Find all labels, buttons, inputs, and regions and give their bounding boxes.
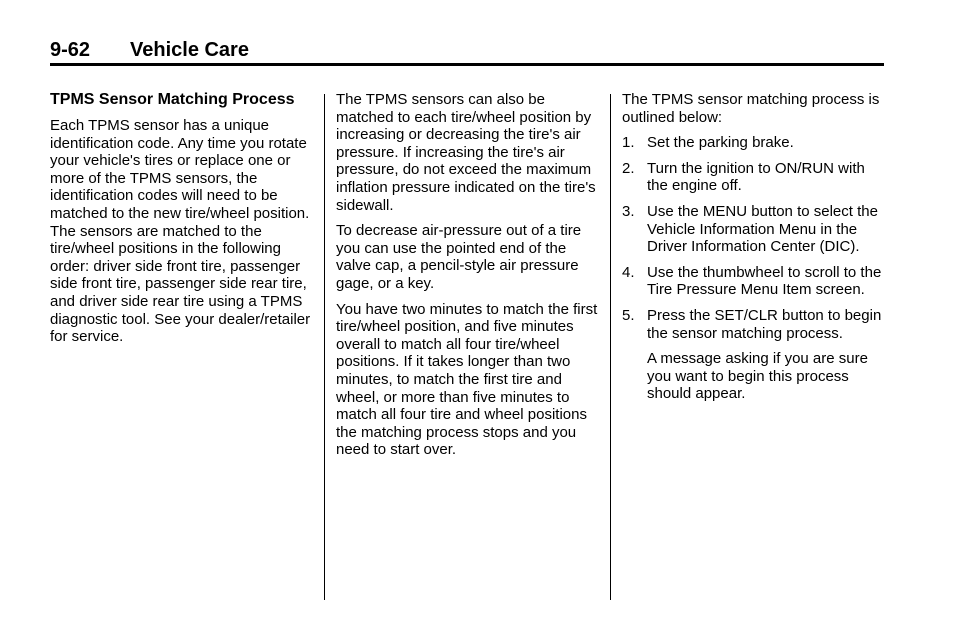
list-item xyxy=(622,264,888,299)
step-text: Press the SET/CLR button to begin the sensor matching process. xyxy=(647,306,882,342)
section-title: Vehicle Care xyxy=(130,39,249,61)
page-header xyxy=(50,38,884,62)
column-3 xyxy=(622,91,888,411)
step-number: 1. xyxy=(622,134,635,152)
column-divider-2 xyxy=(610,94,611,600)
list-item xyxy=(622,160,888,195)
header-rule xyxy=(50,63,884,66)
list-intro: The TPMS sensor matching process is outlined below: xyxy=(622,91,880,126)
column-divider-1 xyxy=(324,94,325,600)
column-1 xyxy=(50,91,312,354)
paragraph: To decrease air-pressure out of a tire you can use the pointed end of the valve cap, a pencil-style air pressure gage, or a key. xyxy=(336,222,582,292)
section-heading: TPMS Sensor Matching Process xyxy=(50,91,295,108)
step-text: Use the MENU button to select the Vehicle Information Menu in the Driver Information Center (DIC). xyxy=(647,202,878,256)
step-number: 2. xyxy=(622,159,635,177)
step-text: Turn the ignition to ON/RUN with the engine off. xyxy=(647,159,865,195)
step-note: A message asking if you are sure you want to begin this process should appear. xyxy=(647,350,868,403)
list-item xyxy=(622,134,888,152)
paragraph: Each TPMS sensor has a unique identification code. Any time you rotate your vehicle's tires or replace one or more of the TPMS sensors, the identification codes will need to be matched to the new tire/wheel position. The sensors are matched to the tire/wheel positions in the following order: driver side front tire, passenger side front tire, passenger side rear tire, and driver side rear tire using a TPMS diagnostic tool. See your dealer/retailer for service. xyxy=(50,117,311,346)
steps-list xyxy=(622,134,888,342)
step-number: 5. xyxy=(622,306,635,324)
column-2 xyxy=(336,91,598,467)
step-number: 4. xyxy=(622,263,635,281)
step-text: Use the thumbwheel to scroll to the Tire Pressure Menu Item screen. xyxy=(647,263,882,299)
paragraph: The TPMS sensors can also be matched to each tire/wheel position by increasing or decreasing the tire's air pressure. If increasing the tire's air pressure, do not exceed the maximum inflation pressure indicated on the tire's sidewall. xyxy=(336,91,596,214)
step-text: Set the parking brake. xyxy=(647,134,794,152)
list-item xyxy=(622,203,888,256)
step-number: 3. xyxy=(622,202,635,220)
paragraph: You have two minutes to match the first tire/wheel position, and five minutes overall to match all four tire/wheel positions. If it takes longer than two minutes, to match the first tire and wheel, or more than five minutes to match all four tire and wheel positions the matching process stops and you need to start over. xyxy=(336,300,598,459)
list-item xyxy=(622,307,888,342)
page-number: 9-62 xyxy=(50,39,91,61)
